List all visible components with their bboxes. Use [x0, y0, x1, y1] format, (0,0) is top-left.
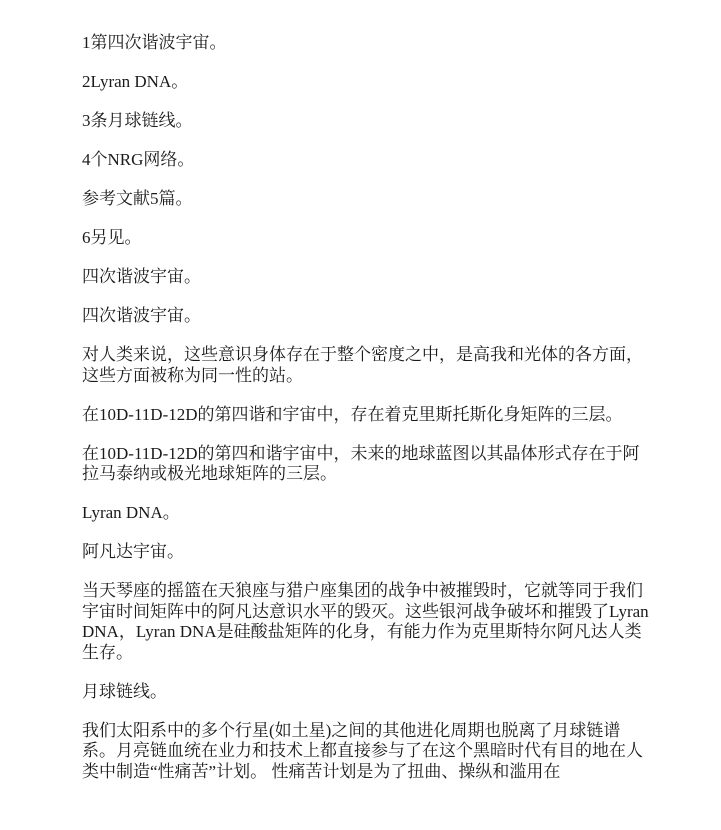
section-heading: 阿凡达宇宙。	[82, 542, 184, 561]
toc-item-2: 2Lyran DNA。	[82, 72, 189, 91]
toc-item-5: 参考文献5篇。	[82, 189, 193, 208]
toc-item-6: 6另见。	[82, 228, 142, 247]
toc-item-3: 3条月球链线。	[82, 111, 193, 130]
section-heading: 四次谐波宇宙。	[82, 267, 201, 286]
document-page	[82, 33, 652, 801]
toc-item-4: 4个NRG网络。	[82, 150, 195, 169]
body-paragraph: 当天琴座的摇篮在天狼座与猎户座集团的战争中被摧毁时，它就等同于我们宇宙时间矩阵中的阿凡达意识水平的毁灭。这些银河战争破坏和摧毁了Lyran DNA，Lyran DNA是硅酸盐矩阵的化身，有能力作为克里斯特尔阿凡达人类生存。	[82, 581, 649, 662]
body-paragraph: 我们太阳系中的多个行星(如土星)之间的其他进化周期也脱离了月球链谱系。月亮链血统在业力和技术上都直接参与了在这个黑暗时代有目的地在人类中制造“性痛苦”计划。 性痛苦计划是为了扭曲、操纵和滥用在	[82, 720, 643, 781]
section-heading: Lyran DNA。	[82, 503, 180, 522]
section-heading: 月球链线。	[82, 681, 167, 701]
body-paragraph: 对人类来说，这些意识身体存在于整个密度之中，是高我和光体的各方面，这些方面被称为同一性的站。	[82, 345, 643, 385]
section-heading: 四次谐波宇宙。	[82, 306, 201, 325]
body-paragraph: 在10D-11D-12D的第四谐和宇宙中，存在着克里斯托斯化身矩阵的三层。	[82, 404, 623, 424]
toc-item-1: 1第四次谐波宇宙。	[82, 33, 227, 52]
body-paragraph: 在10D-11D-12D的第四和谐宇宙中，未来的地球蓝图以其晶体形式存在于阿拉马泰纳或极光地球矩阵的三层。	[82, 443, 640, 483]
